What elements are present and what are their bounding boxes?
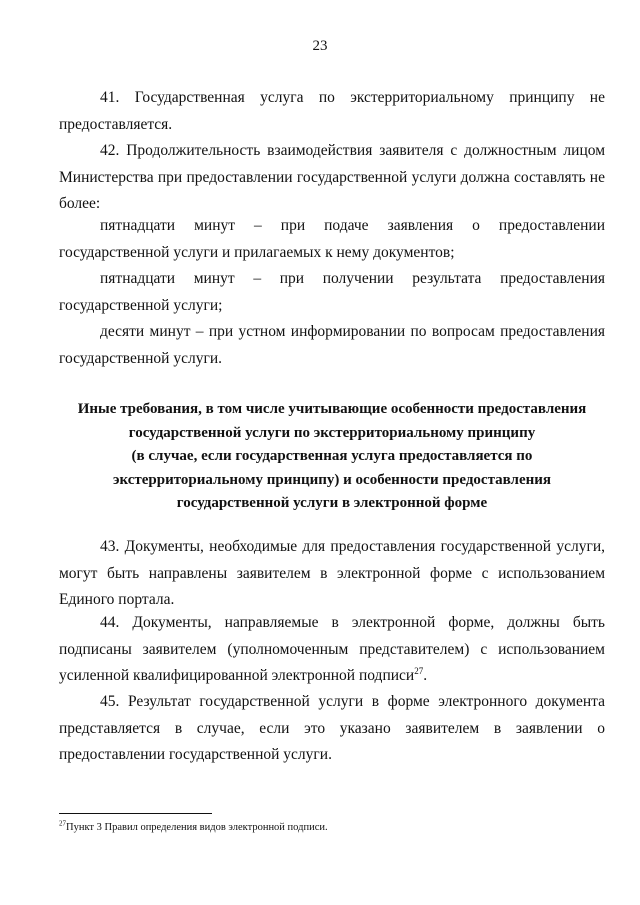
paragraph-42-item-result: пятнадцати минут – при получении результата предоставления государственной услуги; (59, 270, 605, 314)
footnote (59, 821, 605, 834)
paragraph-44-end: . (423, 667, 428, 684)
footnote-divider (59, 813, 212, 814)
page-number: 23 (312, 38, 328, 54)
paragraph-42-item-submission: пятнадцати минут – при подаче заявления о предоставлении государственной услуги и прилагаемых к нему документов; (59, 217, 605, 261)
section-heading (59, 398, 605, 516)
paragraph-45: 45. Результат государственной услуги в форме электронного документа представляется в случае, если это указано заявителем в заявлении о предоставлении государственной услуги. (59, 693, 605, 763)
footnote-mark: 27 (59, 819, 66, 828)
paragraph-44-text: 44. Документы, направляемые в электронной форме, должны быть подписаны заявителем (уполномоченным представителем) с использованием усиленной квалифицированной электронной подписи (59, 614, 605, 684)
paragraph-43: 43. Документы, необходимые для предоставления государственной услуги, могут быть направлены заявителем в электронной форме с использованием Единого портала. (59, 538, 605, 608)
paragraph-42: 42. Продолжительность взаимодействия заявителя с должностным лицом Министерства при предоставлении государственной услуги должна составлять не более: (59, 142, 605, 212)
footnote-reference: 27 (414, 665, 424, 676)
section-heading-line: государственной услуги по экстерриториальному принципу (128, 424, 536, 441)
section-heading-line: государственной услуги в электронной форме (176, 495, 488, 511)
paragraph-41: 41. Государственная услуга по экстерриториальному принципу не предоставляется. (59, 89, 605, 133)
section-heading-line: Иные требования, в том числе учитывающие особенности предоставления (77, 401, 587, 417)
paragraph-42-item-informing: десяти минут – при устном информировании по вопросам предоставления государственной услуги. (59, 323, 605, 367)
paragraph-44 (59, 610, 605, 690)
section-heading-line: экстерриториальному принципу) и особенности предоставления (113, 471, 551, 488)
footnote-text: Пункт 3 Правил определения видов электронной подписи. (66, 822, 328, 833)
section-heading-line: (в случае, если государственная услуга предоставляется по (131, 448, 533, 464)
